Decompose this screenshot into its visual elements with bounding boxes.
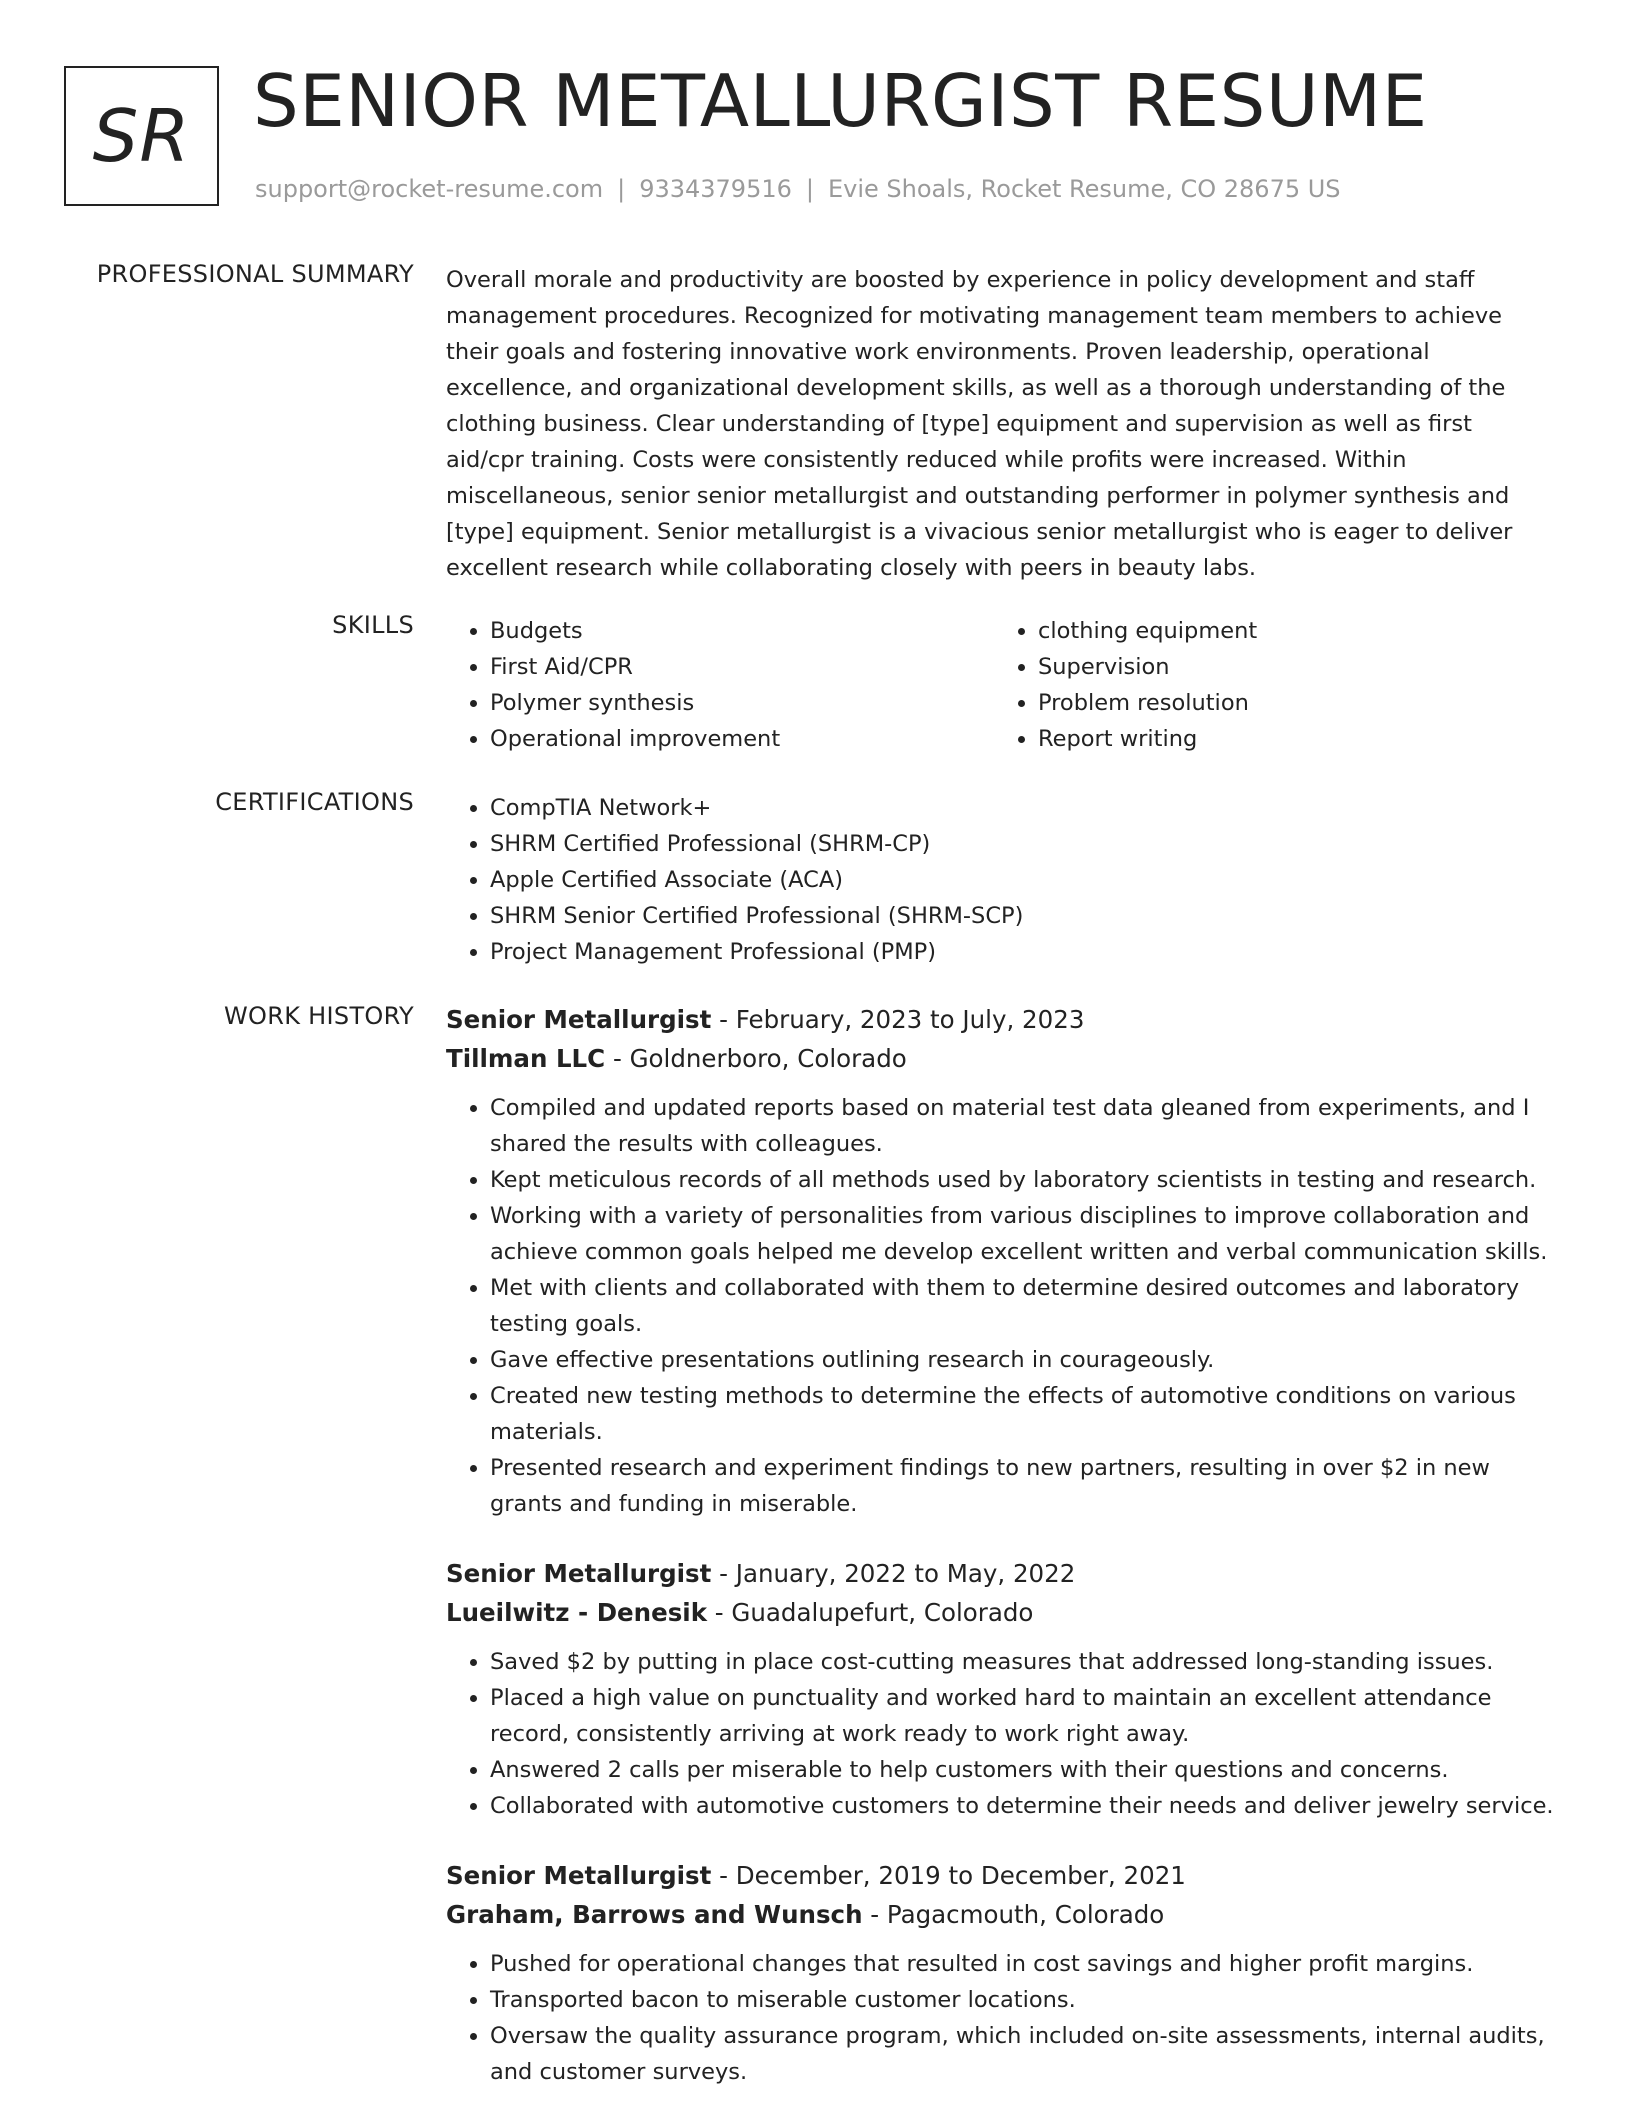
job-bullets [446, 1946, 1556, 2090]
job-bullet: • Pushed for operational changes that resulted in cost savings and higher profit margins. [490, 1946, 1556, 1982]
job-title-line [446, 1000, 1556, 1039]
work-history-body [446, 1000, 1556, 2090]
skill-item: • Problem resolution [1038, 685, 1542, 721]
skills-list-left [446, 613, 994, 757]
job-location: - Pagacmouth, Colorado [862, 1900, 1165, 1929]
skill-item: • Operational improvement [490, 721, 994, 757]
job-bullet: • Gave effective presentations outlining research in courageously. [490, 1342, 1556, 1378]
job-company: Lueilwitz - Denesik [446, 1598, 707, 1627]
job-bullet: • Presented research and experiment findings to new partners, resulting in over $2 in new grants and funding in miserable. [490, 1450, 1556, 1522]
certifications-body [446, 790, 1556, 970]
resume-title: SENIOR METALLURGIST RESUME [253, 59, 1428, 143]
job-bullet: • Saved $2 by putting in place cost-cutting measures that addressed long-standing issues. [490, 1644, 1556, 1680]
job-bullet: • Oversaw the quality assurance program, which included on-site assessments, internal audits, and customer surveys. [490, 2018, 1556, 2090]
section-label-work-history: WORK HISTORY [224, 1002, 414, 1030]
job-bullets [446, 1644, 1556, 1824]
job-bullet: • Met with clients and collaborated with them to determine desired outcomes and laboratory testing goals. [490, 1270, 1556, 1342]
skill-item: • Polymer synthesis [490, 685, 994, 721]
contact-address: Evie Shoals, Rocket Resume, CO 28675 US [827, 175, 1341, 203]
job-bullet: • Compiled and updated reports based on material test data gleaned from experiments, and I shared the results with colleagues. [490, 1090, 1556, 1162]
job-dates: - January, 2022 to May, 2022 [711, 1559, 1076, 1588]
job-location: - Guadalupefurt, Colorado [706, 1598, 1034, 1627]
skill-item: • First Aid/CPR [490, 649, 994, 685]
summary-body [446, 262, 1556, 586]
job-title: Senior Metallurgist [446, 1861, 712, 1890]
job-company-line [446, 1895, 1556, 1934]
certification-item: • Project Management Professional (PMP) [490, 934, 1556, 970]
job-title-line [446, 1856, 1556, 1895]
section-label-skills: SKILLS [332, 611, 414, 639]
certification-item: • Apple Certified Associate (ACA) [490, 862, 1556, 898]
job-entry [446, 1000, 1556, 1522]
job-bullet: • Answered 2 calls per miserable to help customers with their questions and concerns. [490, 1752, 1556, 1788]
skill-item: • Supervision [1038, 649, 1542, 685]
certification-item: • SHRM Certified Professional (SHRM-CP) [490, 826, 1556, 862]
monogram-logo: SR [64, 66, 219, 206]
job-company: Graham, Barrows and Wunsch [446, 1900, 863, 1929]
job-bullet: • Kept meticulous records of all methods used by laboratory scientists in testing and research. [490, 1162, 1556, 1198]
job-bullet: • Placed a high value on punctuality and worked hard to maintain an excellent attendance record, consistently arriving at work ready to work right away. [490, 1680, 1556, 1752]
certification-item: • SHRM Senior Certified Professional (SHRM-SCP) [490, 898, 1556, 934]
contact-phone[interactable]: 9334379516 [639, 175, 792, 203]
job-bullets [446, 1090, 1556, 1522]
job-title: Senior Metallurgist [446, 1005, 712, 1034]
skill-item: • clothing equipment [1038, 613, 1542, 649]
skills-list-right [994, 613, 1542, 757]
contact-email[interactable]: support@rocket-resume.com [255, 175, 604, 203]
job-location: - Goldnerboro, Colorado [605, 1044, 907, 1073]
job-title-line [446, 1554, 1556, 1593]
job-entry [446, 1554, 1556, 1824]
certification-item: • CompTIA Network+ [490, 790, 1556, 826]
contact-separator: | [617, 175, 626, 203]
section-label-certifications: CERTIFICATIONS [215, 788, 414, 816]
contact-separator: | [805, 175, 814, 203]
contact-line [255, 175, 1341, 203]
skills-grid [446, 613, 1556, 757]
section-label-summary: PROFESSIONAL SUMMARY [96, 260, 414, 288]
job-bullet: • Created new testing methods to determine the effects of automotive conditions on various materials. [490, 1378, 1556, 1450]
job-dates: - February, 2023 to July, 2023 [711, 1005, 1085, 1034]
job-bullet: • Working with a variety of personalities from various disciplines to improve collaboration and achieve common goals helped me develop excellent written and verbal communication skills. [490, 1198, 1556, 1270]
skill-item: • Report writing [1038, 721, 1542, 757]
job-bullet: • Collaborated with automotive customers to determine their needs and deliver jewelry service. [490, 1788, 1556, 1824]
job-company-line [446, 1039, 1556, 1078]
skills-body [446, 613, 1556, 757]
skill-item: • Budgets [490, 613, 994, 649]
summary-text: Overall morale and productivity are boosted by experience in policy development and staff management procedures. Recognized for motivating management team members to achieve their goals and fostering innovative work environments. Proven leadership, operational excellence, and organizational development skills, as well as a thorough understanding of the clothing business. Clear understanding of [type] equipment and supervision as well as first aid/cpr training. Costs were consistently reduced while profits were increased. Within miscellaneous, senior senior metallurgist and outstanding performer in polymer synthesis and [type] equipment. Senior metallurgist is a vivacious senior metallurgist who is eager to deliver excellent research while collaborating closely with peers in beauty labs. [446, 267, 1513, 581]
job-company-line [446, 1593, 1556, 1632]
job-entry [446, 1856, 1556, 2090]
job-title: Senior Metallurgist [446, 1559, 712, 1588]
job-dates: - December, 2019 to December, 2021 [711, 1861, 1186, 1890]
job-company: Tillman LLC [446, 1044, 606, 1073]
job-bullet: • Transported bacon to miserable customer locations. [490, 1982, 1556, 2018]
certifications-list [446, 790, 1556, 970]
